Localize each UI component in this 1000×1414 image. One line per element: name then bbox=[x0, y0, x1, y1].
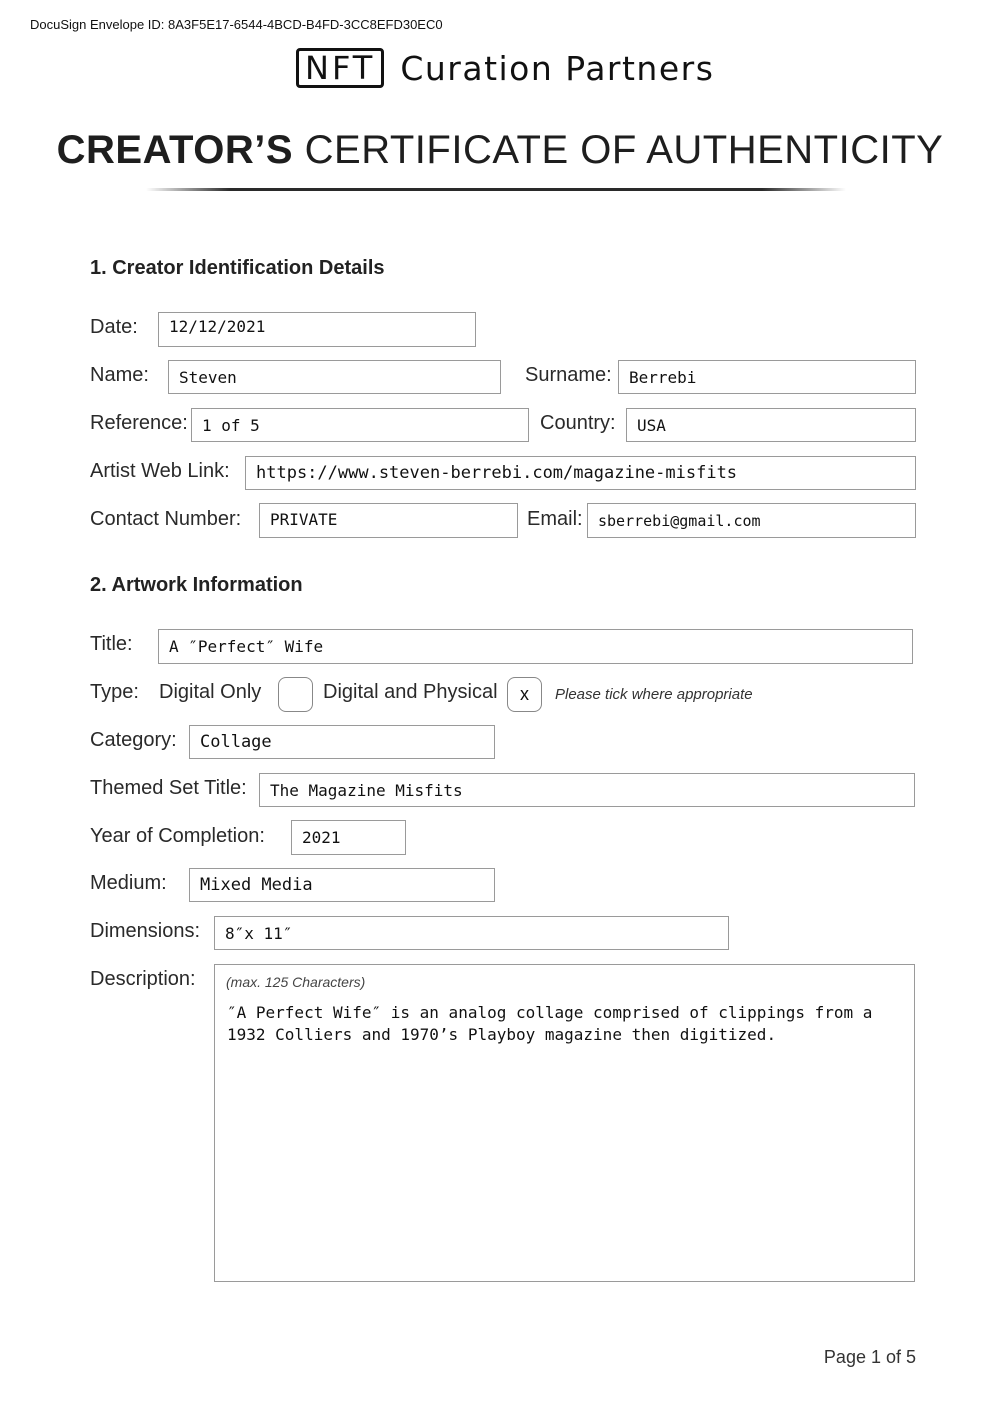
certificate-title bbox=[0, 128, 1000, 173]
description-label: Description: bbox=[90, 968, 196, 990]
docusign-envelope-id: DocuSign Envelope ID: 8A3F5E17-6544-4BCD-B4FD-3CC8EFD30EC0 bbox=[30, 17, 443, 32]
date-field[interactable]: 12/12/2021 bbox=[158, 312, 476, 347]
contact-number-field[interactable]: PRIVATE bbox=[259, 503, 518, 538]
title-divider bbox=[146, 188, 846, 191]
category-label: Category: bbox=[90, 729, 177, 751]
medium-label: Medium: bbox=[90, 872, 167, 894]
description-field[interactable] bbox=[214, 964, 915, 1282]
email-label: Email: bbox=[527, 508, 583, 530]
dimensions-field[interactable]: 8″x 11″ bbox=[214, 916, 729, 950]
country-label: Country: bbox=[540, 412, 616, 434]
year-of-completion-label: Year of Completion: bbox=[90, 825, 265, 847]
digital-only-checkbox[interactable] bbox=[278, 677, 313, 712]
section-artwork-information-heading: 2. Artwork Information bbox=[90, 574, 303, 596]
category-field[interactable]: Collage bbox=[189, 725, 495, 759]
reference-label: Reference: bbox=[90, 412, 188, 434]
logo-nft-box: NFT bbox=[296, 48, 384, 88]
dimensions-label: Dimensions: bbox=[90, 920, 201, 942]
type-note: Please tick where appropriate bbox=[555, 686, 753, 703]
certificate-title-bold: CREATOR’S bbox=[56, 128, 294, 172]
logo-text: Curation Partners bbox=[400, 48, 715, 88]
themed-set-title-field[interactable]: The Magazine Misfits bbox=[259, 773, 915, 807]
digital-and-physical-checkbox[interactable]: x bbox=[507, 677, 542, 712]
themed-set-title-label: Themed Set Title: bbox=[90, 777, 247, 799]
surname-field[interactable]: Berrebi bbox=[618, 360, 916, 394]
certificate-title-rest: CERTIFICATE OF AUTHENTICITY bbox=[293, 128, 944, 172]
page-number: Page 1 of 5 bbox=[823, 1347, 916, 1367]
surname-label: Surname: bbox=[525, 364, 612, 386]
nft-curation-partners-logo bbox=[296, 48, 714, 88]
name-field[interactable]: Steven bbox=[168, 360, 501, 394]
contact-number-label: Contact Number: bbox=[90, 508, 242, 530]
reference-field[interactable]: 1 of 5 bbox=[191, 408, 529, 442]
section-creator-identification-heading: 1. Creator Identification Details bbox=[90, 257, 385, 279]
artist-web-link-label: Artist Web Link: bbox=[90, 460, 230, 482]
name-label: Name: bbox=[90, 364, 149, 386]
type-digital-and-physical-label: Digital and Physical bbox=[323, 681, 498, 703]
artwork-title-field[interactable]: A ″Perfect″ Wife bbox=[158, 629, 913, 664]
description-text: ″A Perfect Wife″ is an analog collage comprised of clippings from a 1932 Colliers and 1970’s Playboy magazine then digitized. bbox=[227, 1003, 873, 1044]
country-field[interactable]: USA bbox=[626, 408, 916, 442]
date-label: Date: bbox=[90, 316, 138, 338]
medium-field[interactable]: Mixed Media bbox=[189, 868, 495, 902]
title-label: Title: bbox=[90, 633, 133, 655]
type-digital-only-label: Digital Only bbox=[159, 681, 262, 703]
type-label: Type: bbox=[90, 681, 139, 703]
artist-web-link-field[interactable]: https://www.steven-berrebi.com/magazine-misfits bbox=[245, 456, 916, 490]
description-hint: (max. 125 Characters) bbox=[226, 974, 366, 990]
year-of-completion-field[interactable]: 2021 bbox=[291, 820, 406, 855]
email-field[interactable]: sberrebi@gmail.com bbox=[587, 503, 916, 538]
